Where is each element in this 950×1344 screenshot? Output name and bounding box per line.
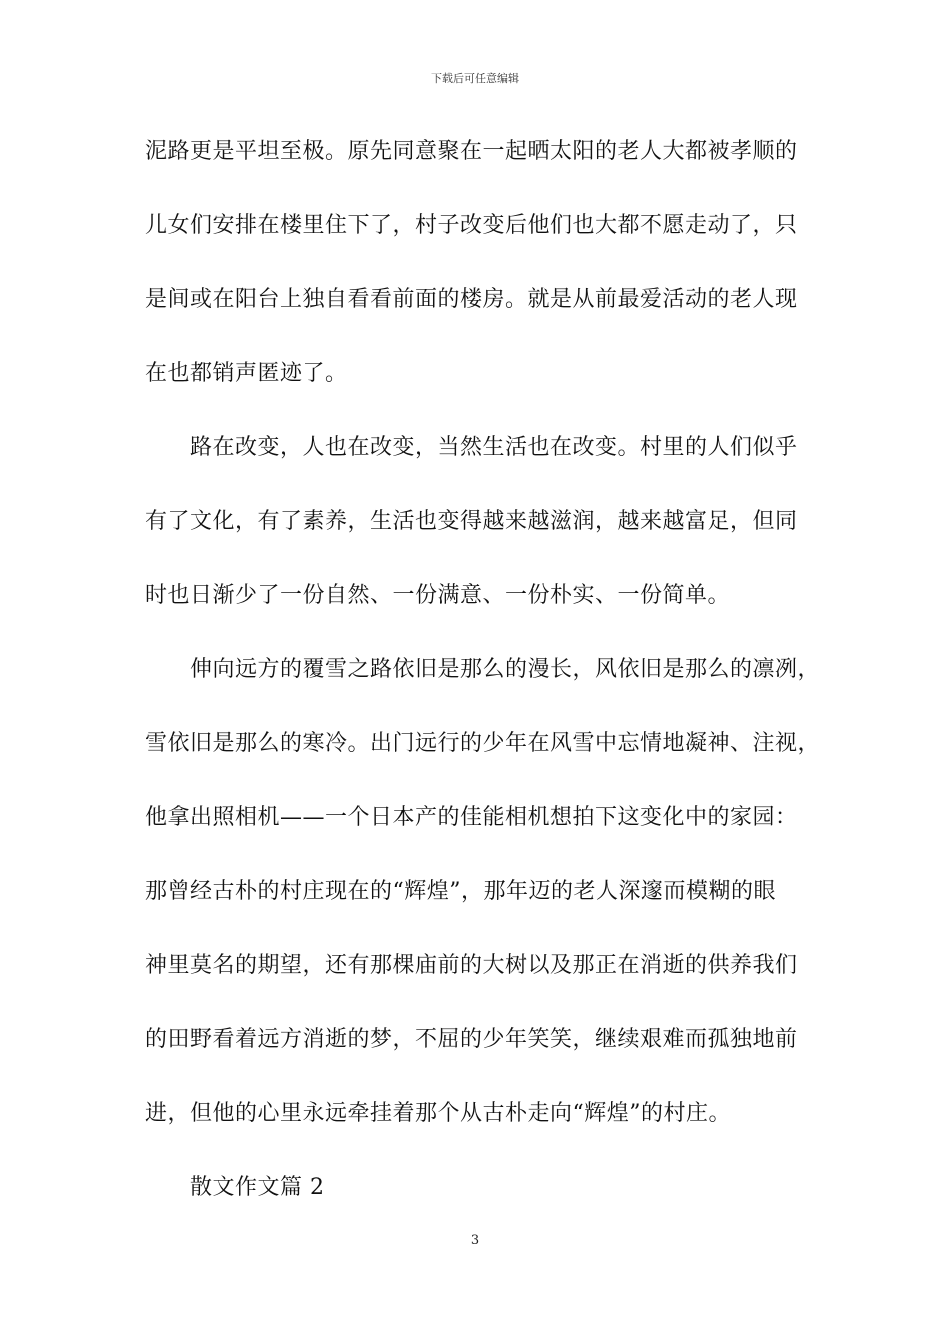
body-line: 雪依旧是那么的寒冷。出门远行的少年在风雪中忘情地凝神、注视， [145, 731, 821, 756]
body-line: 有了文化，有了素养，生活也变得越来越滋润，越来越富足，但同 [145, 509, 798, 534]
body-line: 儿女们安排在楼里住下了，村子改变后他们也大都不愿走动了，只 [145, 213, 798, 238]
body-line: 泥路更是平坦至极。原先同意聚在一起晒太阳的老人大都被孝顺的 [145, 139, 798, 164]
body-line: 路在改变，人也在改变，当然生活也在改变。村里的人们似乎 [190, 435, 798, 460]
body-line: 他拿出照相机——一个日本产的佳能相机想拍下这变化中的家园： [145, 805, 798, 830]
body-line: 伸向远方的覆雪之路依旧是那么的漫长，风依旧是那么的凛冽， [190, 657, 821, 682]
body-line: 那曾经古朴的村庄现在的“辉煌”，那年迈的老人深邃而模糊的眼 [145, 879, 776, 904]
body-line: 时也日渐少了一份自然、一份满意、一份朴实、一份简单。 [145, 583, 731, 608]
body-line: 神里莫名的期望，还有那棵庙前的大树以及那正在消逝的供养我们 [145, 953, 798, 978]
body-line: 在也都销声匿迹了。 [145, 361, 348, 386]
page-number: 3 [470, 1233, 480, 1248]
section-heading: 散文作文篇 2 [190, 1175, 325, 1200]
body-line: 进，但他的心里永远牵挂着那个从古朴走向“辉煌”的村庄。 [145, 1101, 731, 1126]
body-line: 是间或在阳台上独自看看前面的楼房。就是从前最爱活动的老人现 [145, 287, 798, 312]
page-header: 下载后可任意编辑 [431, 72, 519, 85]
body-line: 的田野看着远方消逝的梦，不屈的少年笑笑，继续艰难而孤独地前 [145, 1027, 798, 1052]
